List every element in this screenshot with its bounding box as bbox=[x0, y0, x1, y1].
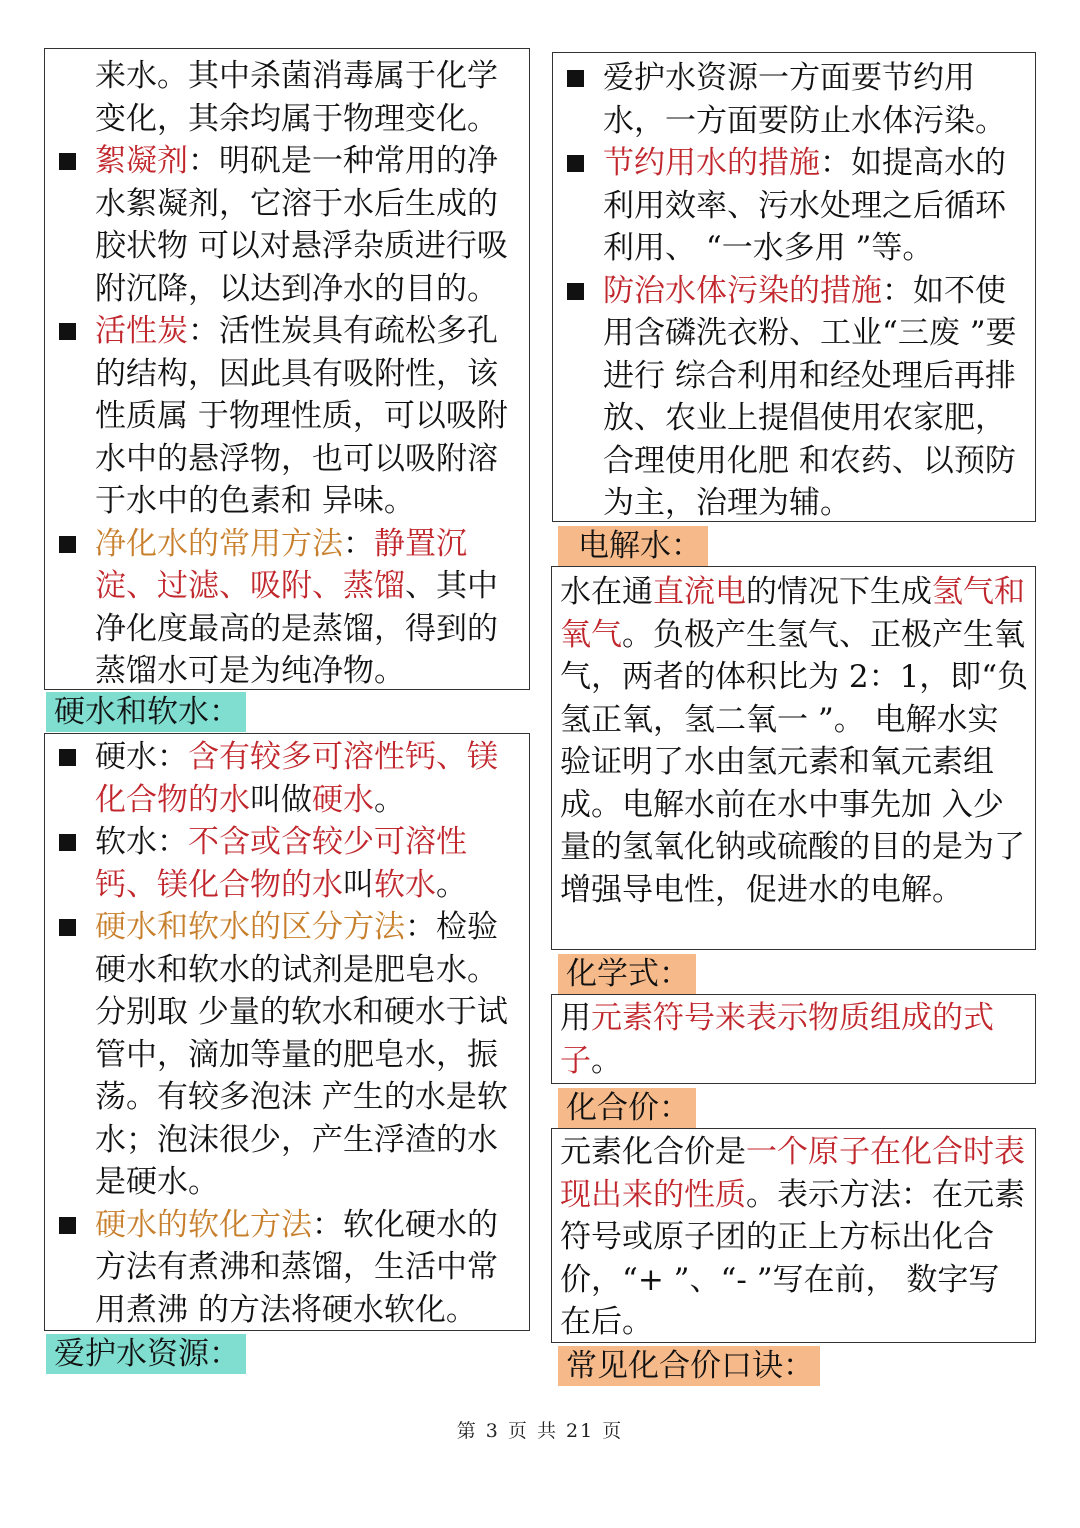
soft-water-mid: 叫 bbox=[343, 866, 374, 903]
heading-protect-water: 爱护水资源： bbox=[46, 1334, 246, 1374]
softening-method-term: 硬水的软化方法 bbox=[95, 1206, 312, 1243]
left-purification-box bbox=[44, 48, 530, 690]
flocculant-item bbox=[49, 140, 521, 310]
save-water-text: 如提高水的利用效率、污水处理之后循环利用、 “一水多用 ”等。 bbox=[603, 145, 1006, 266]
purification-methods-item bbox=[49, 523, 521, 693]
left-hard-soft-box bbox=[44, 733, 530, 1331]
electrolysis-text-2: 的情况下生成 bbox=[746, 574, 932, 610]
chemical-formula-text bbox=[560, 997, 1029, 1082]
bullet-square-icon bbox=[59, 749, 76, 766]
electrolysis-box bbox=[551, 566, 1036, 950]
heading-valence-rhyme: 常见化合价口诀： bbox=[558, 1346, 820, 1386]
electrolysis-direct-current: 直流电 bbox=[653, 574, 746, 610]
heading-valence: 化合价： bbox=[558, 1088, 696, 1128]
formula-text-1: 用 bbox=[560, 1000, 591, 1036]
valence-definition: 一个原子在化合时表现出来的性质 bbox=[560, 1134, 1025, 1213]
separator: ： bbox=[157, 739, 188, 775]
right-protect-box bbox=[552, 52, 1036, 522]
distinguish-method-term: 硬水和软水的区分方法 bbox=[95, 909, 405, 945]
pollution-prevention-term: 防治水体污染的措施 bbox=[603, 272, 882, 309]
bullet-square-icon bbox=[567, 155, 584, 172]
hard-water-item bbox=[49, 736, 521, 821]
valence-text bbox=[560, 1131, 1029, 1344]
bullet-square-icon bbox=[59, 153, 76, 170]
activated-carbon-item bbox=[49, 310, 521, 523]
purification-methods-list: 静置沉淀、过滤、吸附、蒸馏 bbox=[95, 525, 467, 604]
chemical-formula-box bbox=[551, 994, 1036, 1084]
activated-carbon-text: 活性炭具有疏松多孔的结构，因此具有吸附性，该性质属 于物理性质，可以吸附水中的悬浮物，也可以吸附溶于水中的色素和 异味。 bbox=[95, 313, 508, 519]
separator: ： bbox=[343, 525, 374, 562]
separator: ： bbox=[157, 824, 188, 860]
heading-electrolysis: 电解水： bbox=[558, 526, 708, 566]
heading-chemical-formula: 化学式： bbox=[558, 954, 696, 994]
save-water-term: 节约用水的措施 bbox=[603, 145, 820, 181]
distinguish-method-item bbox=[49, 906, 521, 1204]
soft-water-definition: 不含或含较少可溶性钙、镁化合物的水 bbox=[95, 824, 467, 903]
bullet-square-icon bbox=[567, 70, 584, 87]
bullet-square-icon bbox=[59, 323, 76, 340]
pollution-prevention-item bbox=[557, 270, 1031, 525]
bullet-square-icon bbox=[567, 283, 584, 300]
separator: ： bbox=[820, 145, 851, 181]
heading-hard-soft-water: 硬水和软水： bbox=[46, 692, 246, 732]
purification-intro: 来水。其中杀菌消毒属于化学变化，其余均属于物理变化。 bbox=[95, 58, 498, 137]
valence-text-2: 。表示方法：在元素符号或原子团的正上方标出化合价，“+ ”、“- ”写在前， 数字写在后。 bbox=[560, 1176, 1025, 1340]
soft-water-end: 。 bbox=[436, 866, 467, 903]
separator: ： bbox=[312, 1206, 343, 1243]
electrolysis-text bbox=[560, 571, 1029, 911]
hard-water-end: 。 bbox=[374, 781, 405, 818]
separator: ： bbox=[188, 143, 219, 179]
valence-box bbox=[551, 1128, 1036, 1343]
flocculant-term: 絮凝剂 bbox=[95, 143, 188, 179]
activated-carbon-term: 活性炭 bbox=[95, 313, 188, 349]
protect-water-text: 爱护水资源一方面要节约用水，一方面要防止水体污染。 bbox=[603, 60, 1006, 139]
formula-text-2: 。 bbox=[591, 1042, 622, 1079]
pollution-prevention-text: 如不使用含磷洗衣粉、工业“三废 ”要进行 综合利用和经处理后再排放、农业上提倡使用农家肥，合理使用化肥 和农药、以预防为主，治理为辅。 bbox=[603, 272, 1017, 521]
bullet-square-icon bbox=[59, 834, 76, 851]
bullet-square-icon bbox=[59, 919, 76, 936]
electrolysis-products: 氢气和氧气 bbox=[560, 574, 1025, 653]
hard-water-definition: 含有较多可溶性钙、镁化合物的水 bbox=[95, 739, 498, 818]
separator: ： bbox=[188, 313, 219, 349]
bullet-square-icon bbox=[59, 1217, 76, 1234]
soft-water-item bbox=[49, 821, 521, 906]
distinguish-method-text: 检验硬水和软水的试剂是肥皂水。分别取 少量的软水和硬水于试管中，滴加等量的肥皂水，振荡。有较多泡沫 产生的水是软水；泡沫很少，产生浮渣的水是硬水。 bbox=[95, 909, 508, 1200]
page-footer: 第 3 页 共 21 页 bbox=[456, 1420, 624, 1442]
purification-methods-text: 、其中净化度最高的是蒸馏，得到的蒸馏水可是为纯净物。 bbox=[95, 568, 498, 689]
electrolysis-text-1: 水在通 bbox=[560, 574, 653, 610]
separator: ： bbox=[405, 909, 436, 945]
bullet-square-icon bbox=[59, 536, 76, 553]
hard-water-mid: 叫做 bbox=[250, 781, 312, 818]
hard-water-label: 硬水 bbox=[95, 739, 157, 775]
softening-method-item bbox=[49, 1204, 521, 1332]
electrolysis-text-3: 。负极产生氢气、正极产生氧气，两者的体积比为 2：1，即“负氢正氧，氢二氧一 ”。 电解水实验证明了水由氢元素和氧元素组成。电解水前在水中事先加 入少量的氢氧化钠或硫酸的目的是为了增强导电性，促进水的电解。 bbox=[560, 616, 1029, 908]
purification-methods-term: 净化水的常用方法 bbox=[95, 525, 343, 562]
separator: ： bbox=[882, 272, 913, 309]
flocculant-text: 明矾是一种常用的净水絮凝剂，它溶于水后生成的胶状物 可以对悬浮杂质进行吸附沉降，以达到净水的目的。 bbox=[95, 143, 508, 307]
hard-water-name: 硬水 bbox=[312, 781, 374, 818]
soft-water-name: 软水 bbox=[374, 866, 436, 903]
save-water-item bbox=[557, 142, 1031, 270]
soft-water-label: 软水 bbox=[95, 824, 157, 860]
protect-water-item bbox=[557, 57, 1031, 142]
valence-text-1: 元素化合价是 bbox=[560, 1134, 746, 1170]
formula-definition: 元素符号来表示物质组成的式子 bbox=[560, 1000, 994, 1079]
softening-method-text: 软化硬水的方法有煮沸和蒸馏，生活中常用煮沸 的方法将硬水软化。 bbox=[95, 1206, 498, 1328]
